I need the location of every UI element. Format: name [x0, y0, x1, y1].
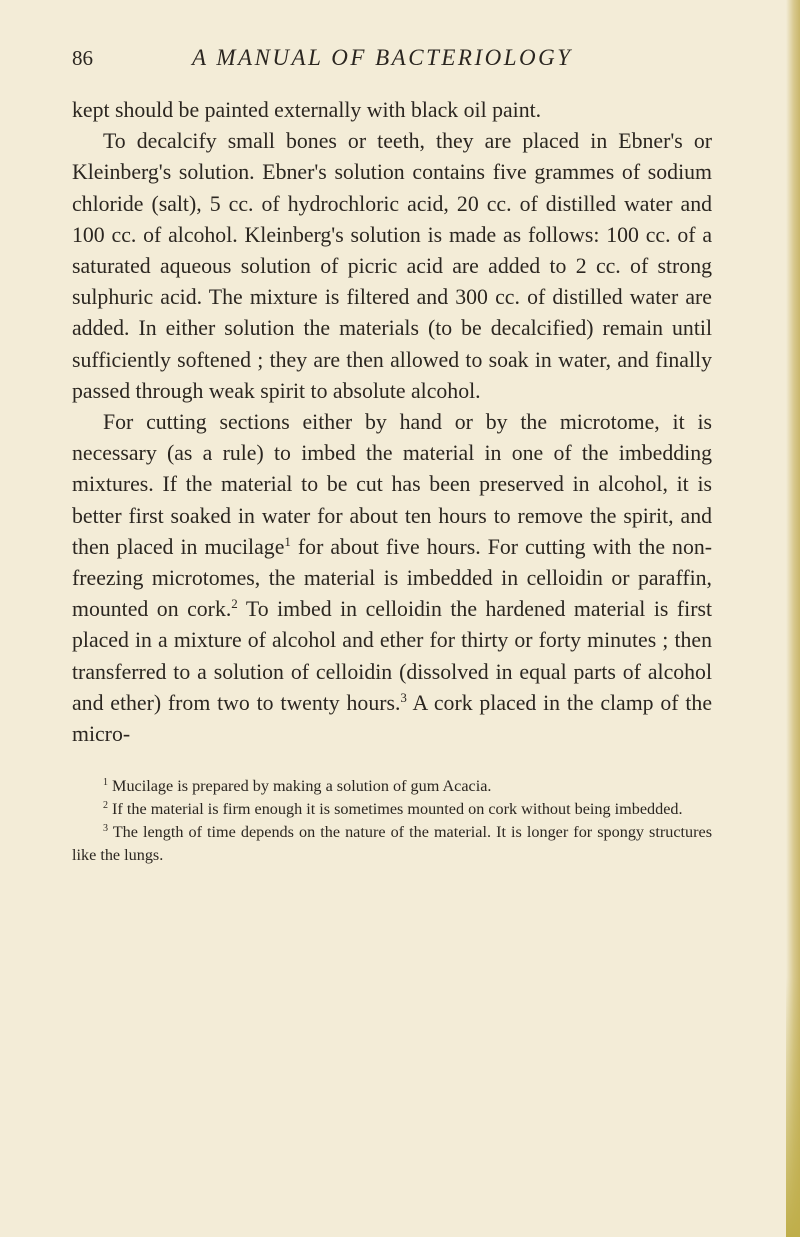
- footnote-3: [72, 821, 712, 867]
- footnote-text: If the material is firm enough it is sometimes mounted on cork without being imbedded.: [108, 800, 683, 818]
- paragraph-cutting-sections: [72, 407, 712, 750]
- paragraph-text: To imbed in celloidin the hardened material is first placed in a mixture of alcohol and ether for thirty or forty minutes ; then transferred to a solution of celloidin (dissolved in equal parts of alcohol and ether) from two to twenty hours.: [72, 597, 712, 715]
- paragraph-decalcify: To decalcify small bones or teeth, they are placed in Ebner's or Kleinberg's solution. Ebner's solution contains five grammes of sodium chloride (salt), 5 cc. of hydrochloric acid, 20 cc. of distilled water and 100 cc. of alcohol. Kleinberg's solution is made as follows: 100 cc. of a saturated aqueous solution of picric acid are added to 2 cc. of strong sulphuric acid. The mixture is filtered and 300 cc. of distilled water are added. In either solution the materials (to be decalcified) remain until sufficiently softened ; they are then allowed to soak in water, and finally passed through weak spirit to absolute alcohol.: [72, 129, 712, 403]
- footnote-ref-2: 2: [231, 596, 238, 612]
- body-text: [72, 95, 712, 750]
- footnotes: [72, 775, 712, 867]
- footnote-ref-1: 1: [284, 533, 291, 549]
- page-edge-stain: [786, 977, 800, 1237]
- footnote-marker: 2: [103, 800, 108, 811]
- footnote-2: [72, 798, 712, 821]
- paragraph-continuation: kept should be painted externally with black oil paint.: [72, 98, 542, 122]
- paragraph-text: A cork placed in the clamp of the micro-: [72, 690, 712, 747]
- footnote-marker: 1: [103, 777, 108, 788]
- running-title: A MANUAL OF BACTERIOLOGY: [192, 45, 573, 70]
- paragraph-text: for about five hours. For cutting with the non-freezing microtomes, the material is imbedded in celloidin or paraffin, mounted on cork.: [72, 534, 713, 622]
- paragraph-text: For cutting sections either by hand or by the microtome, it is necessary (as a rule) to imbed the material in one of the imbedding mixtures. If the material to be cut has been preserved in alcohol, it is better first soaked in water for about ten hours to remove the spirit, and then placed in mucilage: [72, 410, 712, 559]
- page-number: 86: [72, 46, 93, 70]
- footnote-marker: 3: [103, 823, 108, 834]
- footnote-1: [72, 775, 712, 798]
- footnote-text: Mucilage is prepared by making a solution of gum Acacia.: [108, 777, 492, 795]
- footnote-text: The length of time depends on the nature of the material. It is longer for spongy structures like the lungs.: [72, 823, 712, 864]
- running-header: [72, 38, 712, 78]
- footnote-ref-3: 3: [400, 689, 407, 705]
